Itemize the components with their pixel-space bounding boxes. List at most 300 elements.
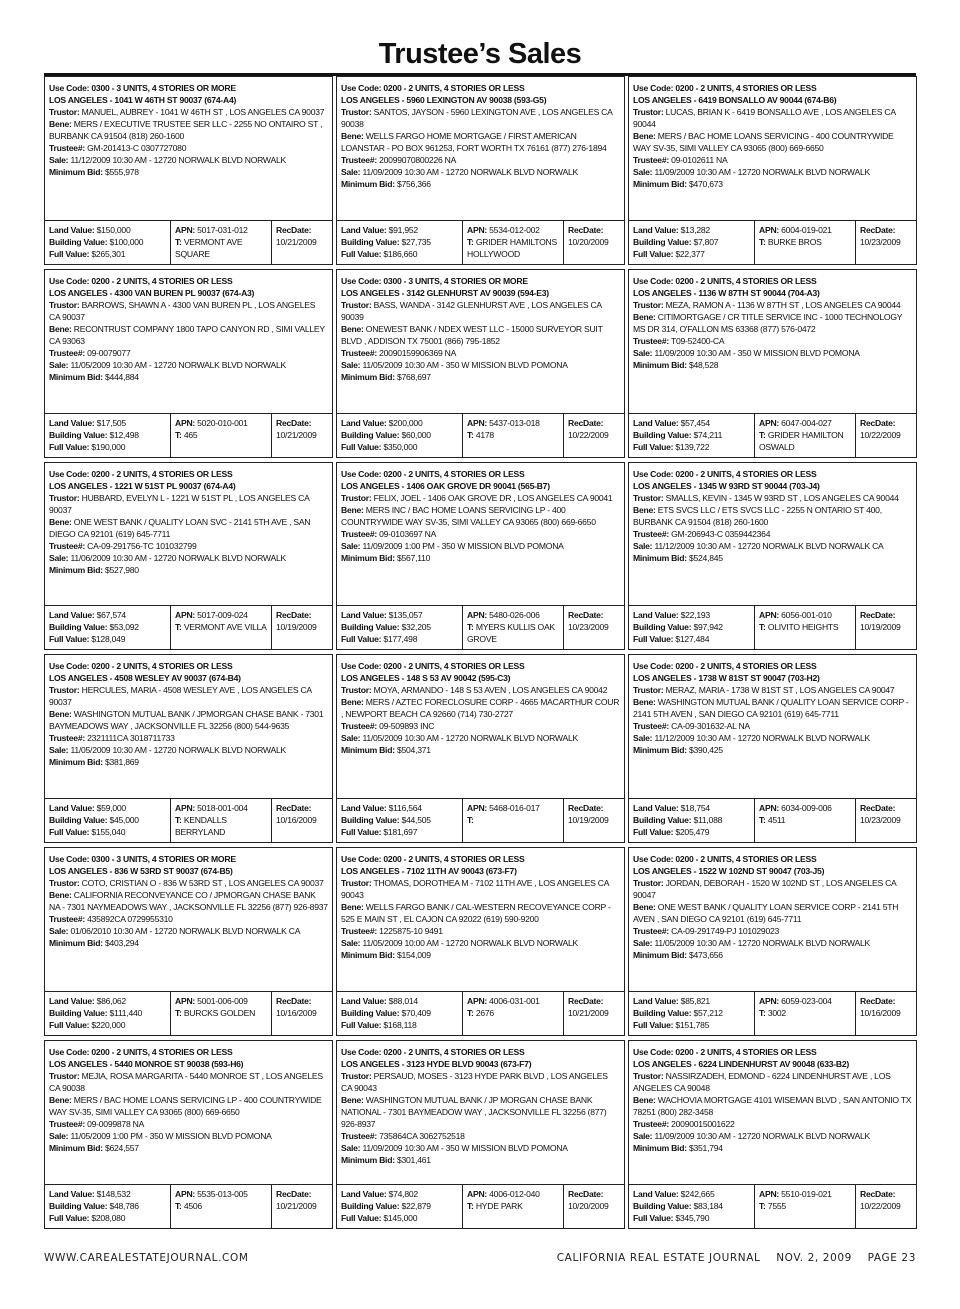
- footer-website: WWW.CAREALESTATEJOURNAL.COM: [44, 1252, 249, 1264]
- sale-info-label: Sale:: [49, 155, 69, 165]
- trustor: [49, 106, 328, 118]
- values-cell: [629, 799, 754, 842]
- listing-body: [337, 1041, 624, 1184]
- trustee-number: [49, 913, 328, 925]
- sale-info-value: 11/05/2009 10:30 AM - 12720 NORWALK BLVD NORWALK: [654, 938, 870, 949]
- building-value: [49, 621, 167, 633]
- listing-body: [45, 270, 332, 413]
- tract-value: BURKE BROS: [767, 236, 822, 247]
- trustor-label: Trustor:: [341, 107, 372, 117]
- listing-body: [629, 655, 916, 798]
- tract: [759, 814, 852, 826]
- property-address: LOS ANGELES - 1406 OAK GROVE DR 90041 (565-B7): [341, 480, 550, 491]
- trustee-number-value: 09-0102611 NA: [671, 155, 728, 165]
- sale-info-label: Sale:: [633, 938, 653, 949]
- minimum-bid-label: Minimum Bid:: [341, 950, 395, 961]
- listings-grid: [44, 76, 916, 1229]
- sale-info-label: Sale:: [49, 1131, 69, 1142]
- listing-body: [337, 655, 624, 798]
- rec-date: [568, 995, 621, 1019]
- apn: [759, 417, 852, 429]
- sale-info: [341, 540, 620, 552]
- trustor: [341, 492, 620, 504]
- values-cell: [337, 992, 462, 1035]
- use-code: Use Code: 0200 - 2 UNITS, 4 STORIES OR LESS: [633, 468, 817, 479]
- trustee-number: [341, 154, 620, 166]
- rec-date: [568, 1188, 621, 1212]
- trustor-label: Trustor:: [49, 299, 80, 310]
- beneficiary-label: Bene:: [49, 119, 72, 129]
- tract-value: 4506: [183, 1200, 202, 1211]
- building-value-value: $48,786: [109, 1200, 139, 1211]
- apn-value: 5017-031-012: [197, 224, 248, 235]
- building-value-value: $60,000: [401, 429, 431, 440]
- listing-body: [337, 848, 624, 991]
- sale-info-label: Sale:: [341, 167, 361, 177]
- land-value-label: Land Value:: [49, 1188, 95, 1199]
- trustor: [49, 877, 328, 889]
- minimum-bid: [49, 564, 328, 576]
- sale-info: [49, 552, 328, 564]
- sale-info: [341, 359, 620, 371]
- tract-label: T:: [467, 1008, 474, 1019]
- apn-cell: [462, 992, 563, 1035]
- values-cell: [337, 221, 462, 264]
- land-value: [633, 609, 751, 621]
- building-value-label: Building Value:: [633, 236, 692, 247]
- sale-info-value: 11/12/2009 10:30 AM - 12720 NORWALK BLVD NORWALK CA: [654, 540, 884, 551]
- land-value-value: $88,014: [388, 996, 418, 1007]
- beneficiary: [341, 130, 620, 154]
- beneficiary-label: Bene:: [341, 697, 364, 708]
- tract-label: T:: [467, 622, 474, 633]
- building-value-label: Building Value:: [633, 815, 692, 826]
- tract: [759, 621, 852, 633]
- apn-value: 6004-019-021: [781, 224, 832, 235]
- apn: [175, 224, 268, 236]
- listing-card: [628, 1040, 917, 1229]
- sale-info: [49, 925, 328, 937]
- building-value-value: $100,000: [109, 236, 144, 247]
- rec-date-label: RecDate:: [276, 224, 312, 235]
- trustee-number-value: CA-09-291749-PJ 101029023: [671, 926, 780, 937]
- building-value: [633, 814, 751, 826]
- full-value-label: Full Value:: [49, 1212, 90, 1223]
- tract-value: 2676: [475, 1008, 494, 1019]
- rec-date-label: RecDate:: [568, 996, 604, 1007]
- recdate-cell: [855, 221, 916, 264]
- rec-date-value: 10/20/2009: [568, 1200, 609, 1211]
- rec-date-value: 10/19/2009: [860, 622, 901, 633]
- trustee-number: [341, 925, 620, 937]
- full-value: [49, 441, 167, 453]
- full-value-value: $190,000: [91, 441, 126, 452]
- sale-info: [633, 540, 912, 552]
- recdate-cell: [271, 992, 332, 1035]
- building-value: [341, 1007, 459, 1019]
- building-value-label: Building Value:: [341, 815, 400, 826]
- trustee-number-label: Trustee#:: [49, 540, 85, 551]
- property-address: LOS ANGELES - 6419 BONSALLO AV 90044 (674-B6): [633, 95, 837, 105]
- trustor: [49, 1070, 328, 1094]
- tract-label: T:: [759, 815, 766, 826]
- recdate-cell: [855, 606, 916, 649]
- full-value-value: $155,040: [91, 827, 126, 838]
- rec-date: [276, 609, 329, 633]
- building-value-label: Building Value:: [633, 622, 692, 633]
- values-cell: [337, 799, 462, 842]
- trustee-number: [341, 347, 620, 359]
- trustor-label: Trustor:: [633, 299, 664, 310]
- land-value-label: Land Value:: [633, 610, 679, 621]
- trustee-number-label: Trustee#:: [633, 926, 669, 937]
- minimum-bid: [49, 1142, 328, 1154]
- valuation-table: [629, 798, 916, 842]
- land-value: [49, 417, 167, 429]
- full-value-label: Full Value:: [633, 248, 674, 259]
- land-value: [49, 224, 167, 236]
- beneficiary: [49, 1094, 328, 1118]
- full-value-label: Full Value:: [633, 1212, 674, 1223]
- apn-label: APN:: [467, 224, 488, 235]
- land-value-value: $17,505: [96, 417, 126, 428]
- apn-cell: [170, 606, 271, 649]
- beneficiary: [633, 504, 912, 528]
- rec-date-label: RecDate:: [860, 1188, 896, 1199]
- beneficiary: [49, 516, 328, 540]
- rec-date-value: 10/21/2009: [276, 1200, 317, 1211]
- recdate-cell: [563, 992, 624, 1035]
- apn: [467, 995, 560, 1007]
- trustor-label: Trustor:: [49, 1071, 80, 1082]
- trustee-number-value: 20090015001622: [671, 1119, 735, 1130]
- minimum-bid-label: Minimum Bid:: [49, 1143, 103, 1154]
- building-value-label: Building Value:: [49, 1008, 108, 1019]
- rec-date: [860, 1188, 913, 1212]
- apn-cell: [170, 799, 271, 842]
- full-value-label: Full Value:: [49, 827, 90, 838]
- listing-body: [629, 463, 916, 606]
- apn: [759, 802, 852, 814]
- trustor-value: THOMAS, DOROTHEA M - 7102 11TH AVE , LOS ANGELES CA 90043: [341, 878, 609, 901]
- valuation-table: [337, 991, 624, 1035]
- trustor: [49, 684, 328, 708]
- rec-date: [276, 417, 329, 441]
- apn-label: APN:: [467, 803, 488, 814]
- beneficiary-label: Bene:: [341, 323, 364, 334]
- sale-info-value: 11/09/2009 10:30 AM - 12720 NORWALK BLVD NORWALK: [654, 167, 870, 177]
- sale-info: [341, 732, 620, 744]
- rec-date-value: 10/21/2009: [568, 1008, 609, 1019]
- apn-value: 5480-026-006: [489, 610, 540, 621]
- apn-value: 6047-004-027: [781, 417, 832, 428]
- minimum-bid: [341, 949, 620, 961]
- beneficiary: [49, 889, 328, 913]
- apn-label: APN:: [759, 417, 780, 428]
- listing-card: [44, 1040, 333, 1229]
- recdate-cell: [271, 221, 332, 264]
- listing-card: [628, 462, 917, 651]
- apn: [175, 1188, 268, 1200]
- minimum-bid-label: Minimum Bid:: [633, 359, 687, 370]
- rec-date: [860, 995, 913, 1019]
- trustee-number: [49, 142, 328, 154]
- tract: [467, 1007, 560, 1019]
- tract-label: T:: [467, 815, 474, 826]
- minimum-bid: [633, 744, 912, 756]
- rec-date-value: 10/20/2009: [568, 236, 609, 247]
- full-value-label: Full Value:: [49, 441, 90, 452]
- apn-value: 6059-023-004: [781, 996, 832, 1007]
- sale-info-value: 11/12/2009 10:30 AM - 12720 NORWALK BLVD NORWALK: [654, 733, 870, 744]
- land-value: [341, 802, 459, 814]
- rec-date-label: RecDate:: [860, 224, 896, 235]
- minimum-bid-label: Minimum Bid:: [341, 1155, 395, 1166]
- apn-label: APN:: [175, 803, 196, 814]
- land-value-label: Land Value:: [341, 1188, 387, 1199]
- land-value-value: $22,193: [680, 610, 710, 621]
- sale-info-value: 11/09/2009 10:30 AM - 350 W MISSION BLVD POMONA: [362, 1143, 568, 1154]
- rec-date: [568, 417, 621, 441]
- sale-info-value: 11/09/2009 10:30 AM - 12720 NORWALK BLVD NORWALK: [654, 1131, 870, 1142]
- beneficiary: [633, 901, 912, 925]
- tract-label: T:: [759, 429, 766, 440]
- apn: [759, 995, 852, 1007]
- sale-info: [633, 166, 912, 178]
- sale-info: [633, 347, 912, 359]
- minimum-bid-label: Minimum Bid:: [633, 1143, 687, 1154]
- sale-info-value: 11/09/2009 10:30 AM - 350 W MISSION BLVD POMONA: [654, 347, 860, 358]
- trustor-value: FELIX, JOEL - 1406 OAK GROVE DR , LOS ANGELES CA 90041: [373, 492, 613, 503]
- trustee-number-value: T09-52400-CA: [670, 335, 725, 346]
- beneficiary: [341, 1094, 620, 1130]
- trustor-value: MEZA, RAMON A - 1136 W 87TH ST , LOS ANGELES CA 90044: [665, 299, 901, 310]
- beneficiary-label: Bene:: [341, 504, 364, 515]
- tract-value: VERMONT AVE SQUARE: [175, 236, 243, 259]
- beneficiary-label: Bene:: [49, 709, 72, 720]
- rec-date-label: RecDate:: [568, 610, 604, 621]
- property-address: LOS ANGELES - 7102 11TH AV 90043 (673-F7): [341, 866, 517, 877]
- property-address: LOS ANGELES - 836 W 53RD ST 90037 (674-B5): [49, 866, 233, 877]
- sale-info-value: 11/09/2009 10:30 AM - 12720 NORWALK BLVD NORWALK: [362, 167, 578, 177]
- trustor-label: Trustor:: [49, 492, 80, 503]
- building-value-label: Building Value:: [49, 622, 108, 633]
- apn-cell: [462, 221, 563, 264]
- apn-label: APN:: [467, 610, 488, 621]
- recdate-cell: [563, 414, 624, 457]
- listing-body: [337, 463, 624, 606]
- building-value-value: $22,879: [401, 1200, 431, 1211]
- trustor-value: SANTOS, JAYSON - 5960 LEXINGTON AVE , LOS ANGELES CA 90038: [341, 107, 613, 129]
- beneficiary: [341, 323, 620, 347]
- tract-value: GRIDER HAMILTON OSWALD: [759, 429, 844, 452]
- apn-cell: [462, 1185, 563, 1228]
- tract-label: T:: [175, 622, 182, 633]
- apn-value: 4006-031-001: [489, 996, 540, 1007]
- minimum-bid-label: Minimum Bid:: [341, 745, 395, 756]
- minimum-bid: [633, 1142, 912, 1154]
- sale-info: [341, 937, 620, 949]
- sale-info-label: Sale:: [341, 733, 361, 744]
- full-value-value: $265,301: [91, 248, 126, 259]
- trustor: [49, 492, 328, 516]
- full-value: [49, 826, 167, 838]
- land-value: [633, 1188, 751, 1200]
- land-value-value: $13,282: [680, 224, 710, 235]
- sale-info-label: Sale:: [49, 552, 69, 563]
- beneficiary: [633, 311, 912, 335]
- trustee-number-label: Trustee#:: [49, 347, 85, 358]
- minimum-bid-label: Minimum Bid:: [341, 552, 395, 563]
- trustee-number: [49, 347, 328, 359]
- full-value: [49, 1019, 167, 1031]
- valuation-table: [337, 605, 624, 649]
- building-value-value: $45,000: [109, 815, 139, 826]
- listing-card: [628, 76, 917, 265]
- recdate-cell: [563, 606, 624, 649]
- trustee-number-label: Trustee#:: [633, 335, 669, 346]
- minimum-bid-label: Minimum Bid:: [49, 757, 103, 768]
- apn-cell: [754, 1185, 855, 1228]
- rec-date: [276, 995, 329, 1019]
- beneficiary-label: Bene:: [49, 890, 72, 901]
- minimum-bid-label: Minimum Bid:: [341, 179, 395, 189]
- trustor-label: Trustor:: [633, 1071, 664, 1082]
- beneficiary-label: Bene:: [633, 1095, 656, 1106]
- listing-body: [629, 1041, 916, 1184]
- land-value-label: Land Value:: [633, 1188, 679, 1199]
- sale-info: [49, 154, 328, 166]
- values-cell: [45, 606, 170, 649]
- building-value-label: Building Value:: [341, 1200, 400, 1211]
- trustee-number-value: 435892CA 0729955310: [87, 914, 173, 925]
- land-value-label: Land Value:: [341, 996, 387, 1007]
- trustor-value: BASS, WANDA - 3142 GLENHURST AVE , LOS ANGELES CA 90039: [341, 299, 602, 322]
- minimum-bid-label: Minimum Bid:: [633, 552, 687, 563]
- recdate-cell: [855, 1185, 916, 1228]
- tract-label: T:: [759, 1200, 766, 1211]
- trustor-value: PERSAUD, MOSES - 3123 HYDE PARK BLVD , LOS ANGELES CA 90043: [341, 1071, 608, 1094]
- tract: [175, 429, 268, 441]
- beneficiary-value: WELLS FARGO BANK / CAL-WESTERN RECOVEYANCE CORP - 525 E MAIN ST , EL CAJON CA 92022 (619) 590-9200: [341, 902, 611, 925]
- sale-info: [633, 1130, 912, 1142]
- property-address: LOS ANGELES - 3123 HYDE BLVD 90043 (673-F7): [341, 1059, 532, 1070]
- valuation-table: [337, 798, 624, 842]
- building-value: [633, 621, 751, 633]
- sale-info-value: 11/05/2009 10:30 AM - 12720 NORWALK BLVD NORWALK: [362, 733, 578, 744]
- trustor: [633, 492, 912, 504]
- rec-date: [568, 609, 621, 633]
- listing-body: [337, 77, 624, 220]
- minimum-bid-label: Minimum Bid:: [633, 179, 687, 189]
- sale-info-label: Sale:: [341, 1143, 361, 1154]
- listing-body: [337, 270, 624, 413]
- land-value-value: $116,564: [388, 803, 422, 814]
- rec-date-value: 10/16/2009: [860, 1008, 901, 1019]
- use-code: Use Code: 0200 - 2 UNITS, 4 STORIES OR LESS: [341, 468, 525, 479]
- listing-body: [45, 77, 332, 220]
- trustee-number-value: CA-09-291756-TC 101032799: [87, 540, 197, 551]
- trustee-number-value: 1225875-10 9491: [379, 926, 443, 937]
- minimum-bid: [341, 1154, 620, 1166]
- apn-cell: [462, 606, 563, 649]
- full-value: [633, 441, 751, 453]
- recdate-cell: [563, 1185, 624, 1228]
- full-value-value: $186,660: [383, 248, 418, 259]
- property-address: LOS ANGELES - 4300 VAN BUREN PL 90037 (674-A3): [49, 287, 255, 298]
- building-value-value: $97,942: [693, 622, 723, 633]
- apn-label: APN:: [467, 1188, 488, 1199]
- beneficiary-label: Bene:: [633, 902, 656, 913]
- minimum-bid: [633, 178, 912, 190]
- apn-label: APN:: [759, 1188, 780, 1199]
- land-value-label: Land Value:: [49, 224, 95, 235]
- land-value-label: Land Value:: [341, 803, 387, 814]
- listing-card: [44, 269, 333, 458]
- land-value: [341, 995, 459, 1007]
- apn-value: 5535-013-005: [197, 1188, 248, 1199]
- tract: [175, 1200, 268, 1212]
- sale-info: [633, 732, 912, 744]
- full-value: [341, 826, 459, 838]
- full-value-value: $220,000: [91, 1020, 126, 1031]
- land-value-label: Land Value:: [49, 417, 95, 428]
- rec-date-label: RecDate:: [568, 417, 604, 428]
- land-value-label: Land Value:: [633, 803, 679, 814]
- building-value-value: $32,205: [401, 622, 431, 633]
- apn-value: 5510-019-021: [781, 1188, 832, 1199]
- trustee-number-label: Trustee#:: [49, 1119, 85, 1130]
- rec-date-value: 10/19/2009: [276, 622, 317, 633]
- apn: [175, 609, 268, 621]
- building-value-label: Building Value:: [341, 236, 400, 247]
- land-value-label: Land Value:: [49, 996, 95, 1007]
- minimum-bid-value: $624,557: [104, 1143, 139, 1154]
- tract-label: T:: [467, 1200, 474, 1211]
- full-value: [633, 1019, 751, 1031]
- minimum-bid-label: Minimum Bid:: [633, 950, 687, 961]
- values-cell: [45, 414, 170, 457]
- trustor-value: LUCAS, BRIAN K - 6419 BONSALLO AVE , LOS ANGELES CA 90044: [633, 107, 896, 129]
- trustor-label: Trustor:: [633, 107, 664, 117]
- building-value-label: Building Value:: [341, 429, 400, 440]
- full-value: [49, 1212, 167, 1224]
- minimum-bid-value: $390,425: [688, 745, 723, 756]
- trustor-label: Trustor:: [341, 492, 372, 503]
- tract: [759, 1200, 852, 1212]
- trustor: [633, 299, 912, 311]
- use-code: Use Code: 0200 - 2 UNITS, 4 STORIES OR LESS: [341, 854, 525, 865]
- building-value: [341, 429, 459, 441]
- beneficiary: [341, 696, 620, 720]
- apn-value: 6056-001-010: [781, 610, 832, 621]
- apn: [759, 609, 852, 621]
- listing-card: [628, 847, 917, 1036]
- building-value-value: $83,184: [693, 1200, 723, 1211]
- apn: [759, 1188, 852, 1200]
- trustor-value: HERCULES, MARIA - 4508 WESLEY AVE , LOS ANGELES CA 90037: [49, 685, 312, 708]
- apn: [175, 417, 268, 429]
- listing-card: [336, 76, 625, 265]
- minimum-bid-value: $504,371: [396, 745, 431, 756]
- tract-label: T:: [175, 429, 182, 440]
- valuation-table: [629, 991, 916, 1035]
- beneficiary-label: Bene:: [341, 1095, 364, 1106]
- sale-info-label: Sale:: [341, 938, 361, 949]
- building-value-label: Building Value:: [49, 236, 108, 247]
- full-value-label: Full Value:: [341, 634, 382, 645]
- listing-card: [44, 462, 333, 651]
